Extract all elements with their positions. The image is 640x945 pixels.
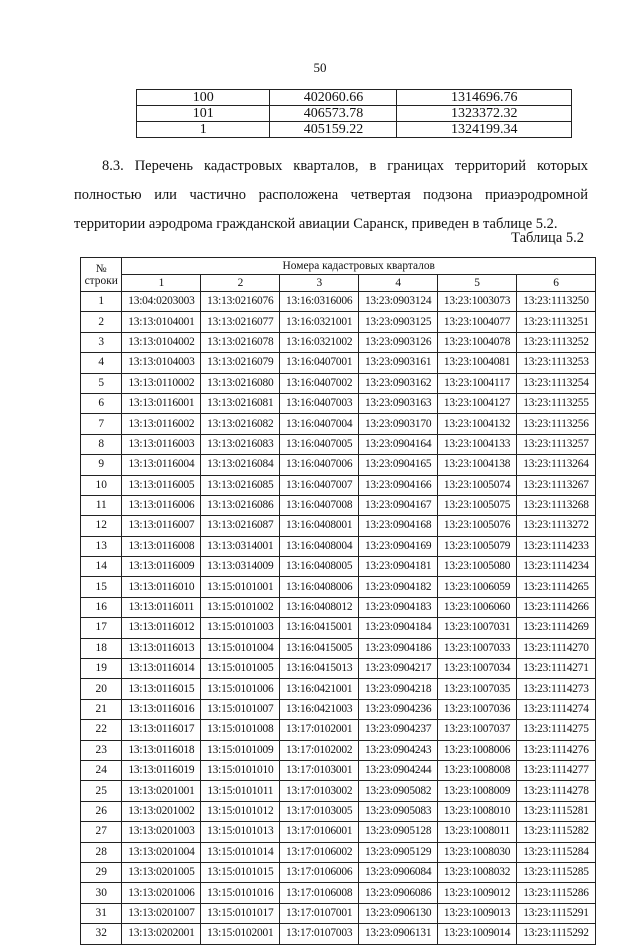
table-row [81,842,596,862]
cadastral-number-cell: 13:15:0101011 [201,781,280,801]
cadastral-number-cell: 13:23:1004133 [438,434,517,454]
table-row [81,434,596,454]
cadastral-number-cell: 13:17:0103001 [280,760,359,780]
table-row [81,557,596,577]
cadastral-number-cell: 13:13:0216086 [201,495,280,515]
cadastral-number-cell: 13:16:0408001 [280,516,359,536]
table-row [81,353,596,373]
cadastral-number-cell: 13:13:0216080 [201,373,280,393]
column-number-row [81,275,596,292]
cadastral-number-cell: 13:13:0116004 [122,455,201,475]
cadastral-number-cell: 13:23:1114266 [517,597,596,617]
table-row [81,781,596,801]
cadastral-number-cell: 13:23:1005074 [438,475,517,495]
cadastral-number-cell: 13:17:0107001 [280,903,359,923]
cadastral-number-cell: 13:23:1007034 [438,659,517,679]
table-row [81,862,596,882]
cadastral-number-cell: 13:16:0421001 [280,679,359,699]
cadastral-number-cell: 13:16:0407003 [280,393,359,413]
cadastral-number-cell: 13:23:1005075 [438,495,517,515]
cadastral-number-cell: 13:23:0905082 [359,781,438,801]
cadastral-number-cell: 13:15:0101005 [201,659,280,679]
coords-row [137,106,572,122]
row-number-cell: 17 [81,618,122,638]
cadastral-number-cell: 13:16:0407005 [280,434,359,454]
cadastral-number-cell: 13:13:0201005 [122,862,201,882]
cadastral-number-cell: 13:13:0201006 [122,883,201,903]
cadastral-number-cell: 13:16:0415005 [280,638,359,658]
cadastral-number-cell: 13:23:1004078 [438,332,517,352]
cadastral-number-cell: 13:23:1008006 [438,740,517,760]
cadastral-number-cell: 13:23:1113272 [517,516,596,536]
cadastral-number-cell: 13:16:0408006 [280,577,359,597]
column-number-header: 6 [517,275,596,292]
cadastral-number-cell: 13:23:0904168 [359,516,438,536]
table-row [81,332,596,352]
cadastral-number-cell: 13:15:0101003 [201,618,280,638]
cadastral-number-cell: 13:13:0216087 [201,516,280,536]
cadastral-number-cell: 13:23:0906130 [359,903,438,923]
cadastral-number-cell: 13:23:0904218 [359,679,438,699]
page-number: 50 [313,60,327,75]
row-number-cell: 8 [81,434,122,454]
row-number-cell: 29 [81,862,122,882]
paragraph-line: 8.3. Перечень кадастровых кварталов, в границах территорий которых [102,158,588,174]
cadastral-number-cell: 13:16:0421003 [280,699,359,719]
table-row [81,597,596,617]
group-header: Номера кадастровых кварталов [122,258,596,275]
cadastral-number-cell: 13:23:1005076 [438,516,517,536]
cadastral-number-cell: 13:16:0321001 [280,312,359,332]
cadastral-number-cell: 13:23:0904167 [359,495,438,515]
cadastral-number-cell: 13:13:0116010 [122,577,201,597]
column-number-header: 1 [122,275,201,292]
row-number-cell: 5 [81,373,122,393]
table-row [81,679,596,699]
row-number-cell: 27 [81,822,122,842]
cadastral-number-cell: 13:23:0904236 [359,699,438,719]
table-row [81,659,596,679]
cadastral-number-cell: 13:23:0904217 [359,659,438,679]
coords-cell: 405159.22 [270,122,397,138]
cadastral-number-cell: 13:23:0903125 [359,312,438,332]
coords-row [137,90,572,106]
cadastral-number-cell: 13:13:0314009 [201,557,280,577]
cadastral-number-cell: 13:23:1114270 [517,638,596,658]
cadastral-number-cell: 13:15:0101001 [201,577,280,597]
cadastral-number-cell: 13:23:1113250 [517,292,596,312]
paragraph-line: территории аэродрома гражданской авиации Саранск, приведен в таблице 5.2. [74,216,558,232]
row-number-cell: 4 [81,353,122,373]
cadastral-number-cell: 13:23:1114265 [517,577,596,597]
cadastral-number-cell: 13:13:0216079 [201,353,280,373]
cadastral-number-cell: 13:23:1115286 [517,883,596,903]
coordinates-table [136,89,572,138]
table-row [81,495,596,515]
cadastral-quarters-table [80,257,596,945]
cadastral-number-cell: 13:16:0407004 [280,414,359,434]
cadastral-number-cell: 13:13:0116002 [122,414,201,434]
cadastral-number-cell: 13:13:0110002 [122,373,201,393]
cadastral-number-cell: 13:23:0903126 [359,332,438,352]
cadastral-number-cell: 13:23:1114234 [517,557,596,577]
row-number-cell: 21 [81,699,122,719]
cadastral-number-cell: 13:23:0904165 [359,455,438,475]
cadastral-number-cell: 13:15:0101017 [201,903,280,923]
row-number-cell: 19 [81,659,122,679]
table-row [81,822,596,842]
cadastral-number-cell: 13:13:0116016 [122,699,201,719]
cadastral-number-cell: 13:23:1114233 [517,536,596,556]
cadastral-number-cell: 13:23:1008009 [438,781,517,801]
row-number-cell: 7 [81,414,122,434]
table-header-row [81,258,596,275]
table-row [81,924,596,944]
cadastral-number-cell: 13:13:0216085 [201,475,280,495]
row-number-header [81,258,122,292]
cadastral-number-cell: 13:23:1114274 [517,699,596,719]
cadastral-number-cell: 13:23:1004081 [438,353,517,373]
row-number-cell: 30 [81,883,122,903]
coords-cell: 406573.78 [270,106,397,122]
cadastral-number-cell: 13:15:0101010 [201,760,280,780]
cadastral-number-cell: 13:16:0407008 [280,495,359,515]
cadastral-number-cell: 13:13:0201003 [122,822,201,842]
cadastral-number-cell: 13:23:0904182 [359,577,438,597]
cadastral-number-cell: 13:23:0904244 [359,760,438,780]
cadastral-number-cell: 13:13:0116013 [122,638,201,658]
cadastral-number-cell: 13:13:0116014 [122,659,201,679]
cadastral-number-cell: 13:13:0116015 [122,679,201,699]
cadastral-number-cell: 13:13:0216077 [201,312,280,332]
cadastral-number-cell: 13:13:0116006 [122,495,201,515]
cadastral-number-cell: 13:23:0903163 [359,393,438,413]
cadastral-number-cell: 13:13:0116019 [122,760,201,780]
cadastral-number-cell: 13:13:0116003 [122,434,201,454]
cadastral-number-cell: 13:23:0904243 [359,740,438,760]
cadastral-number-cell: 13:23:0905083 [359,801,438,821]
cadastral-number-cell: 13:13:0216083 [201,434,280,454]
cadastral-number-cell: 13:23:0903124 [359,292,438,312]
cadastral-number-cell: 13:23:1008032 [438,862,517,882]
cadastral-number-cell: 13:17:0106002 [280,842,359,862]
cadastral-number-cell: 13:23:0906084 [359,862,438,882]
table-row [81,760,596,780]
cadastral-number-cell: 13:13:0116005 [122,475,201,495]
cadastral-number-cell: 13:23:1115282 [517,822,596,842]
cadastral-number-cell: 13:23:1006060 [438,597,517,617]
cadastral-number-cell: 13:13:0116008 [122,536,201,556]
cadastral-number-cell: 13:23:1113255 [517,393,596,413]
cadastral-number-cell: 13:17:0106006 [280,862,359,882]
cadastral-number-cell: 13:23:0904186 [359,638,438,658]
cadastral-number-cell: 13:23:1005080 [438,557,517,577]
cadastral-number-cell: 13:15:0101006 [201,679,280,699]
table-row [81,455,596,475]
cadastral-number-cell: 13:15:0102001 [201,924,280,944]
row-number-cell: 20 [81,679,122,699]
cadastral-number-cell: 13:23:1009014 [438,924,517,944]
cadastral-number-cell: 13:23:1007031 [438,618,517,638]
table-row [81,720,596,740]
table-row [81,393,596,413]
cadastral-number-cell: 13:16:0408004 [280,536,359,556]
cadastral-number-cell: 13:17:0103005 [280,801,359,821]
cadastral-number-cell: 13:15:0101008 [201,720,280,740]
cadastral-number-cell: 13:23:1114276 [517,740,596,760]
cadastral-number-cell: 13:13:0201007 [122,903,201,923]
cadastral-number-cell: 13:23:1114277 [517,760,596,780]
row-number-cell: 28 [81,842,122,862]
table-row [81,699,596,719]
cadastral-number-cell: 13:13:0104001 [122,312,201,332]
cadastral-number-cell: 13:23:1114278 [517,781,596,801]
cadastral-number-cell: 13:13:0116011 [122,597,201,617]
cadastral-number-cell: 13:23:1004117 [438,373,517,393]
cadastral-number-cell: 13:23:1113267 [517,475,596,495]
cadastral-number-cell: 13:13:0116018 [122,740,201,760]
cadastral-number-cell: 13:15:0101012 [201,801,280,821]
cadastral-number-cell: 13:16:0407002 [280,373,359,393]
cadastral-number-cell: 13:13:0116009 [122,557,201,577]
cadastral-number-cell: 13:13:0104002 [122,332,201,352]
row-number-cell: 1 [81,292,122,312]
cadastral-number-cell: 13:23:1008010 [438,801,517,821]
cadastral-number-cell: 13:23:1115292 [517,924,596,944]
cadastral-number-cell: 13:17:0107003 [280,924,359,944]
cadastral-number-cell: 13:15:0101002 [201,597,280,617]
cadastral-number-cell: 13:15:0101004 [201,638,280,658]
cadastral-number-cell: 13:23:0905128 [359,822,438,842]
cadastral-number-cell: 13:23:1115291 [517,903,596,923]
coords-cell: 100 [137,90,270,106]
cadastral-number-cell: 13:16:0407001 [280,353,359,373]
cadastral-number-cell: 13:23:1113254 [517,373,596,393]
cadastral-number-cell: 13:23:0904164 [359,434,438,454]
cadastral-number-cell: 13:13:0116001 [122,393,201,413]
cadastral-number-cell: 13:23:1114269 [517,618,596,638]
row-number-cell: 32 [81,924,122,944]
cadastral-number-cell: 13:23:1009013 [438,903,517,923]
cadastral-number-cell: 13:23:0903162 [359,373,438,393]
coords-row [137,122,572,138]
cadastral-number-cell: 13:23:1113257 [517,434,596,454]
cadastral-number-cell: 13:23:0905129 [359,842,438,862]
cadastral-number-cell: 13:13:0201004 [122,842,201,862]
column-number-header: 2 [201,275,280,292]
cadastral-number-cell: 13:16:0321002 [280,332,359,352]
row-number-cell: 18 [81,638,122,658]
row-number-cell: 31 [81,903,122,923]
table-row [81,516,596,536]
cadastral-number-cell: 13:13:0314001 [201,536,280,556]
cadastral-number-cell: 13:17:0103002 [280,781,359,801]
cadastral-number-cell: 13:15:0101015 [201,862,280,882]
cadastral-number-cell: 13:17:0106001 [280,822,359,842]
cadastral-number-cell: 13:16:0316006 [280,292,359,312]
cadastral-number-cell: 13:16:0415013 [280,659,359,679]
cadastral-number-cell: 13:15:0101014 [201,842,280,862]
row-number-cell: 14 [81,557,122,577]
row-number-cell: 11 [81,495,122,515]
cadastral-number-cell: 13:23:1115285 [517,862,596,882]
cadastral-number-cell: 13:23:0904181 [359,557,438,577]
cadastral-number-cell: 13:16:0415001 [280,618,359,638]
table-row [81,577,596,597]
row-number-cell: 3 [81,332,122,352]
table-row [81,475,596,495]
cadastral-number-cell: 13:23:1113251 [517,312,596,332]
cadastral-number-cell: 13:23:0903170 [359,414,438,434]
row-number-cell: 25 [81,781,122,801]
cadastral-number-cell: 13:17:0102002 [280,740,359,760]
row-number-cell: 15 [81,577,122,597]
row-number-cell: 22 [81,720,122,740]
cadastral-number-cell: 13:23:0904184 [359,618,438,638]
table-row [81,292,596,312]
table-row [81,536,596,556]
row-number-cell: 26 [81,801,122,821]
cadastral-number-cell: 13:23:1008030 [438,842,517,862]
table-row [81,903,596,923]
cadastral-number-cell: 13:23:0903161 [359,353,438,373]
cadastral-number-cell: 13:13:0216082 [201,414,280,434]
column-number-header: 5 [438,275,517,292]
cadastral-number-cell: 13:15:0101016 [201,883,280,903]
coords-cell: 1323372.32 [397,106,572,122]
cadastral-number-cell: 13:23:1009012 [438,883,517,903]
coords-cell: 1 [137,122,270,138]
coords-cell: 1324199.34 [397,122,572,138]
cadastral-number-cell: 13:23:1008008 [438,760,517,780]
coords-cell: 101 [137,106,270,122]
table-row [81,618,596,638]
cadastral-number-cell: 13:13:0201002 [122,801,201,821]
cadastral-number-cell: 13:16:0407006 [280,455,359,475]
cadastral-number-cell: 13:13:0216078 [201,332,280,352]
row-number-header-line: № [95,262,107,275]
cadastral-number-cell: 13:23:1007036 [438,699,517,719]
cadastral-number-cell: 13:23:0904166 [359,475,438,495]
table-row [81,638,596,658]
cadastral-number-cell: 13:23:1113252 [517,332,596,352]
cadastral-number-cell: 13:13:0116017 [122,720,201,740]
cadastral-number-cell: 13:23:1114271 [517,659,596,679]
cadastral-number-cell: 13:23:1115284 [517,842,596,862]
paragraph-line: полностью или частично расположена четвертая подзона приаэродромной [74,187,588,203]
row-number-cell: 10 [81,475,122,495]
row-number-cell: 13 [81,536,122,556]
row-number-cell: 6 [81,393,122,413]
cadastral-number-cell: 13:15:0101009 [201,740,280,760]
cadastral-number-cell: 13:13:0104003 [122,353,201,373]
cadastral-number-cell: 13:13:0216084 [201,455,280,475]
cadastral-number-cell: 13:23:1114273 [517,679,596,699]
cadastral-number-cell: 13:23:1114275 [517,720,596,740]
cadastral-number-cell: 13:23:1113264 [517,455,596,475]
row-number-cell: 2 [81,312,122,332]
cadastral-number-cell: 13:04:0203003 [122,292,201,312]
row-number-cell: 23 [81,740,122,760]
cadastral-number-cell: 13:16:0408005 [280,557,359,577]
cadastral-number-cell: 13:15:0101007 [201,699,280,719]
cadastral-number-cell: 13:23:1007035 [438,679,517,699]
cadastral-number-cell: 13:13:0116007 [122,516,201,536]
cadastral-number-cell: 13:16:0407007 [280,475,359,495]
cadastral-number-cell: 13:23:0906086 [359,883,438,903]
cadastral-number-cell: 13:23:1008011 [438,822,517,842]
cadastral-number-cell: 13:23:1004077 [438,312,517,332]
cadastral-number-cell: 13:23:0904169 [359,536,438,556]
cadastral-number-cell: 13:23:0904237 [359,720,438,740]
cadastral-number-cell: 13:17:0106008 [280,883,359,903]
cadastral-number-cell: 13:23:1007033 [438,638,517,658]
cadastral-number-cell: 13:13:0216076 [201,292,280,312]
coords-cell: 402060.66 [270,90,397,106]
cadastral-number-cell: 13:23:1004132 [438,414,517,434]
coords-cell: 1314696.76 [397,90,572,106]
row-number-cell: 16 [81,597,122,617]
cadastral-number-cell: 13:23:1115281 [517,801,596,821]
cadastral-number-cell: 13:23:1007037 [438,720,517,740]
column-number-header: 4 [359,275,438,292]
table-row [81,312,596,332]
cadastral-number-cell: 13:13:0201001 [122,781,201,801]
cadastral-number-cell: 13:13:0216081 [201,393,280,413]
table-row [81,883,596,903]
table-row [81,414,596,434]
paragraph-8-3 [74,152,588,239]
table-row [81,373,596,393]
cadastral-number-cell: 13:23:0906131 [359,924,438,944]
cadastral-number-cell: 13:23:1005079 [438,536,517,556]
cadastral-number-cell: 13:23:0904183 [359,597,438,617]
cadastral-number-cell: 13:23:1003073 [438,292,517,312]
cadastral-number-cell: 13:23:1113256 [517,414,596,434]
row-number-cell: 24 [81,760,122,780]
cadastral-number-cell: 13:13:0202001 [122,924,201,944]
table-row [81,801,596,821]
cadastral-number-cell: 13:23:1006059 [438,577,517,597]
column-number-header: 3 [280,275,359,292]
cadastral-number-cell: 13:23:1004138 [438,455,517,475]
cadastral-number-cell: 13:13:0116012 [122,618,201,638]
cadastral-number-cell: 13:23:1113253 [517,353,596,373]
cadastral-number-cell: 13:23:1113268 [517,495,596,515]
table-row [81,740,596,760]
table-caption: Таблица 5.2 [511,230,584,246]
cadastral-number-cell: 13:17:0102001 [280,720,359,740]
row-number-cell: 9 [81,455,122,475]
row-number-header-line: строки [84,274,118,287]
row-number-cell: 12 [81,516,122,536]
cadastral-number-cell: 13:23:1004127 [438,393,517,413]
cadastral-number-cell: 13:15:0101013 [201,822,280,842]
cadastral-number-cell: 13:16:0408012 [280,597,359,617]
